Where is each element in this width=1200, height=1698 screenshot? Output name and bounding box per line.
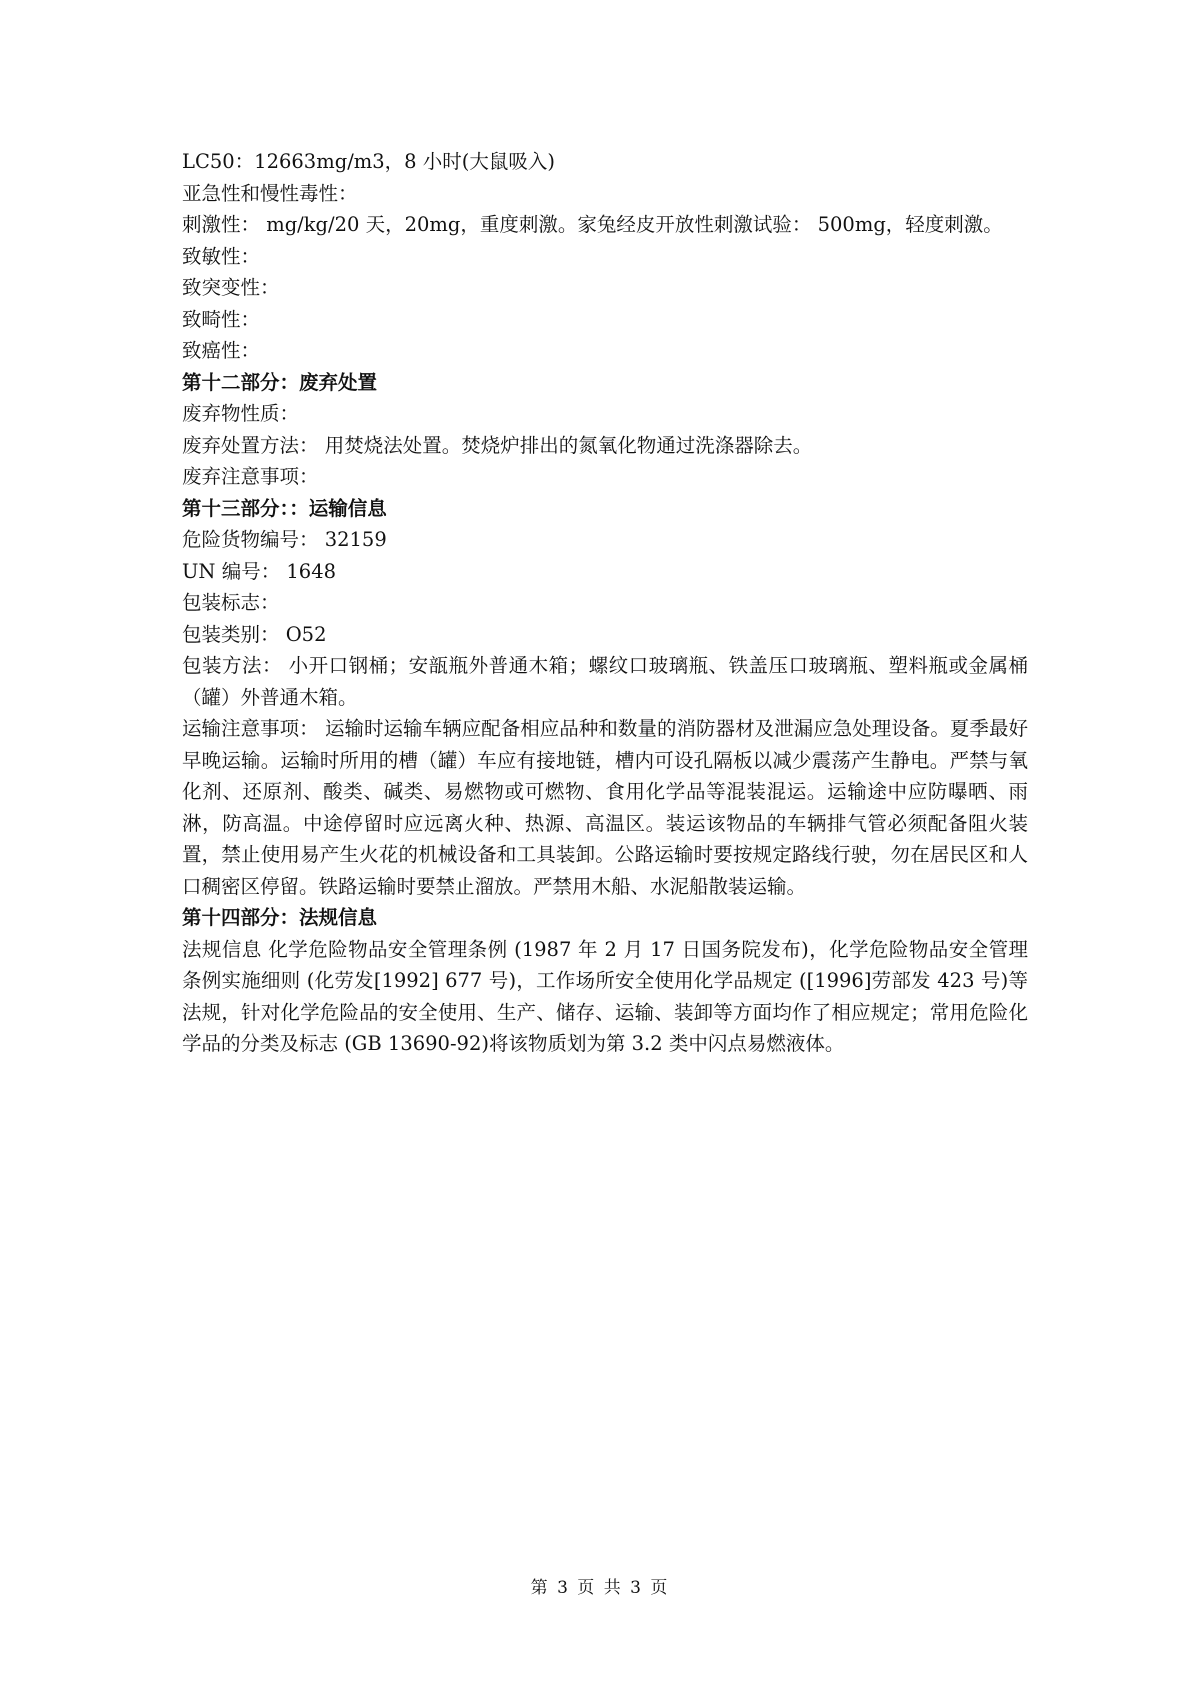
un-number-line: UN 编号： 1648: [182, 559, 337, 583]
mutagenicity-line: 致突变性：: [182, 276, 280, 299]
waste-notes-line: 废弃注意事项：: [182, 465, 319, 488]
waste-disposal-method-line: 废弃处置方法： 用焚烧法处置。焚烧炉排出的氮氧化物通过洗涤器除去。: [182, 433, 813, 457]
package-method-paragraph: 包装方法： 小开口钢桶；安瓿瓶外普通木箱；螺纹口玻璃瓶、铁盖压口玻璃瓶、塑料瓶或金属桶（罐）外普通木箱。: [182, 654, 1028, 709]
package-category-line: 包装类别： O52: [182, 622, 327, 646]
dangerous-goods-number-line: 危险货物编号： 32159: [182, 528, 387, 551]
regulations-paragraph: 法规信息 化学危险物品安全管理条例 (1987 年 2 月 17 日国务院发布)，化学危险物品安全管理条例实施细则 (化劳发[1992] 677 号)，工作场所安全使用化学品规定 ([1996]劳部发 423 号)等法规，针对化学危险品的安全使用、生产、储存、运输、装卸等方面均作了相应规定；常用危险化学品的分类及标志 (GB 13690-92)将该物质划为第 3.2 类中闪点易燃液体。: [182, 937, 1028, 1055]
sensitization-line: 致敏性：: [182, 244, 261, 268]
section-12-heading: 第十二部分：废弃处置: [182, 370, 378, 394]
section-13-heading: 第十三部分：：运输信息: [182, 496, 387, 520]
waste-nature-line: 废弃物性质：: [182, 402, 300, 425]
package-mark-line: 包装标志：: [182, 591, 280, 614]
section-14-heading: 第十四部分：法规信息: [182, 906, 378, 929]
irritation-line: 刺激性： mg/kg/20 天，20mg，重度刺激。家兔经皮开放性刺激试验： 500mg，轻度刺激。: [182, 213, 1003, 236]
subacute-toxicity-line: 亚急性和慢性毒性：: [182, 181, 358, 205]
lc50-line: LC50：12663mg/m3，8 小时(大鼠吸入): [182, 150, 555, 173]
transport-notes-paragraph: 运输注意事项： 运输时运输车辆应配备相应品种和数量的消防器材及泄漏应急处理设备。夏季最好早晚运输。运输时所用的槽（罐）车应有接地链，槽内可设孔隔板以减少震荡产生静电。严禁与氧化剂、还原剂、酸类、碱类、易燃物或可燃物、食用化学品等混装混运。运输途中应防曝晒、雨淋，防高温。中途停留时应远离火种、热源、高温区。装运该物品的车辆排气管必须配备阻火装置，禁止使用易产生火花的机械设备和工具装卸。公路运输时要按规定路线行驶，勿在居民区和人口稠密区停留。铁路运输时要禁止溜放。严禁用木船、水泥船散装运输。: [182, 717, 1028, 898]
page-number-footer: 第 3 页 共 3 页: [530, 1578, 670, 1598]
teratogenicity-line: 致畸性：: [182, 307, 261, 331]
document-body: [182, 146, 1028, 1060]
carcinogenicity-line: 致癌性：: [182, 339, 261, 362]
